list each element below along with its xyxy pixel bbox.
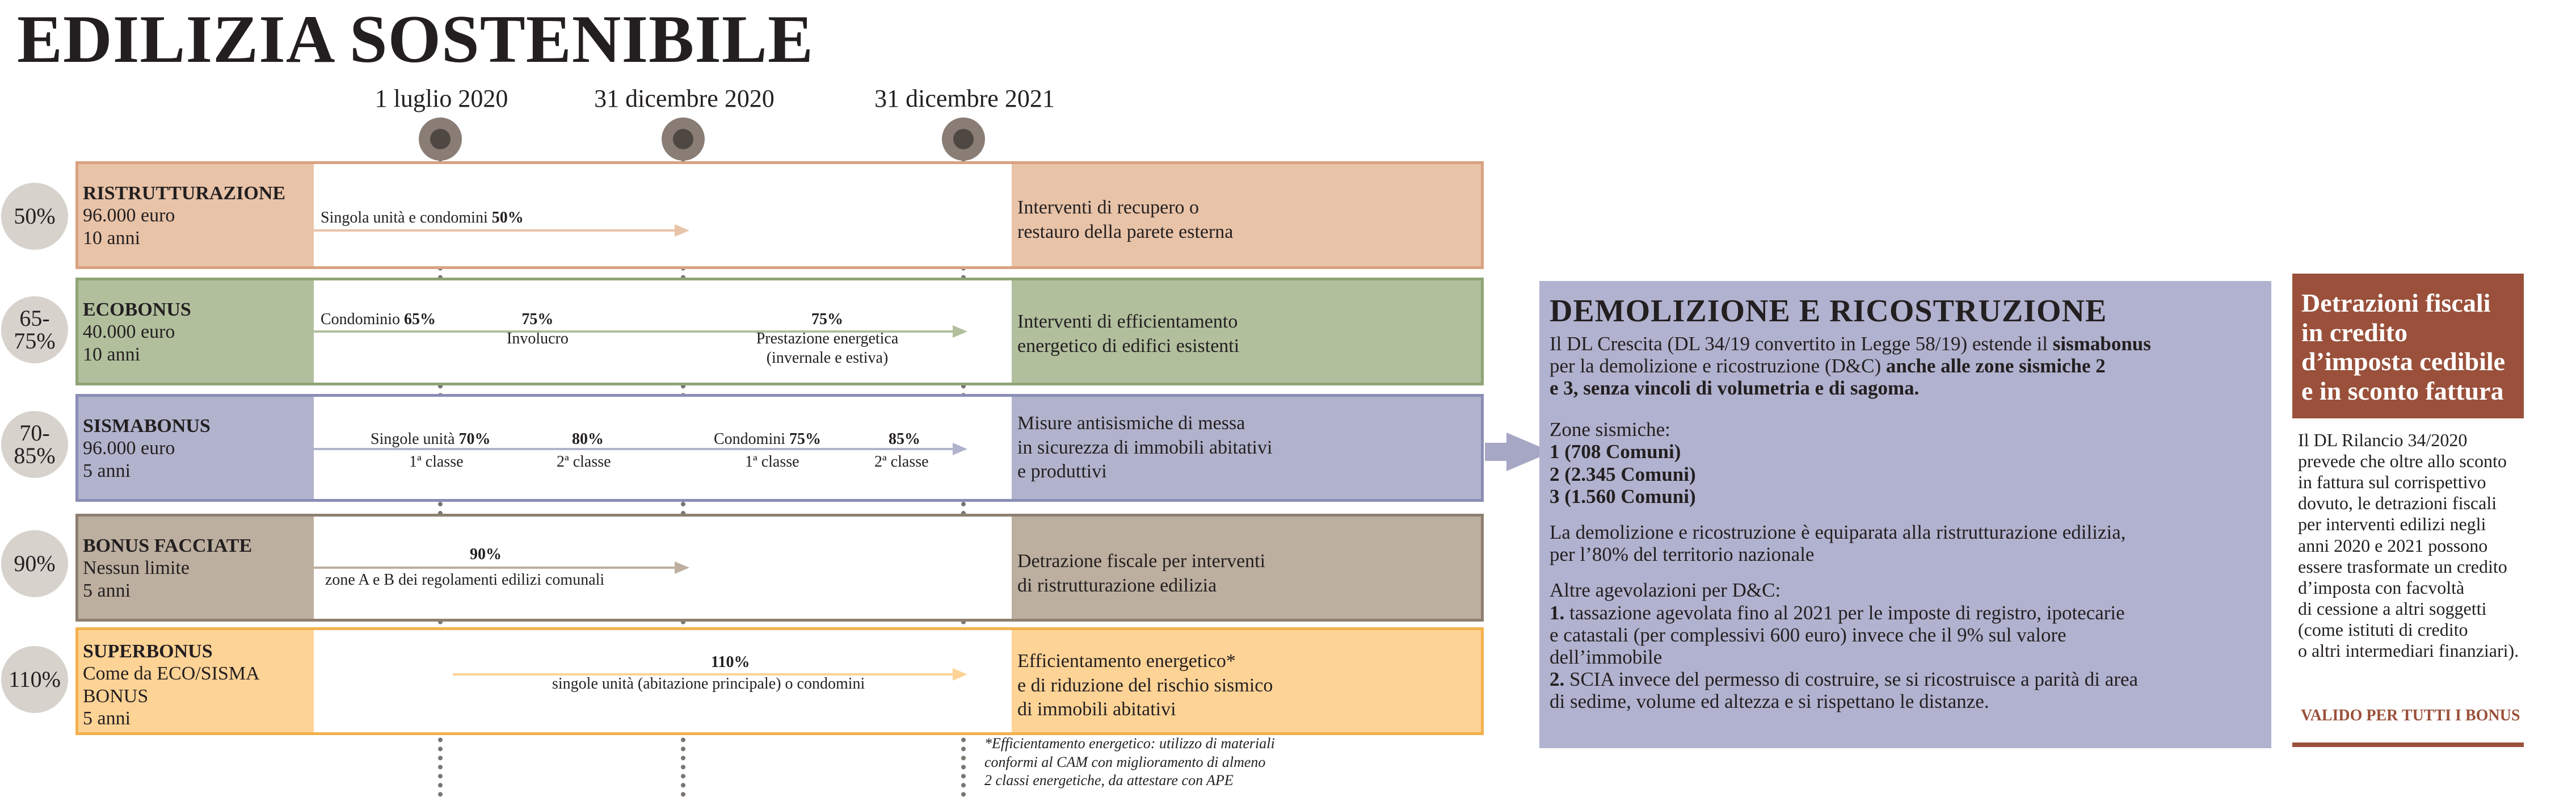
- timeline-marker-1: [419, 118, 462, 161]
- row-description: Interventi di efficientamento energetico di edifici esistenti: [1017, 311, 1240, 356]
- row-description: Interventi di recupero o restauro della parete esterna: [1017, 197, 1234, 242]
- row-label: SISMABONUS 96.000 euro 5 anni: [83, 416, 211, 481]
- row-label: SUPERBONUS Come da ECO/SISMA BONUS 5 anni: [83, 641, 260, 729]
- timeline-area: [314, 280, 1012, 383]
- row-description: Efficientamento energetico* e di riduzione del rischio sismico di immobili abitativi: [1017, 651, 1273, 720]
- row-description: Misure antisismiche di messa in sicurezza di immobili abitativi e produttivi: [1017, 413, 1273, 482]
- bar-label: 2ª classe: [557, 453, 611, 471]
- pct-badge-ecobonus: 65- 75%: [1, 296, 68, 363]
- side-panel-text: Il DL Rilancio 34/2020 prevede che oltre allo sconto in fattura sul corrispettivo dovuto, le detrazioni fiscali per interventi edilizi negli anni 2020 e 2021 possono essere trasformate un credito d’imposta con facvoltà di cessione a altri soggetti (come istituti di credito o altri intermediari finanziari).: [2298, 430, 2519, 661]
- demolizione-equiparata: La demolizione e ricostruzione è equiparata alla ristrutturazione edilizia, per l’80% del territorio nazionale: [1550, 521, 2126, 566]
- bar-label: 1ª classe: [409, 453, 464, 471]
- row-superbonus: [75, 627, 1484, 735]
- bar-label: singole unità (abitazione principale) o condomini: [552, 675, 865, 693]
- date-label-3: 31 dicembre 2021: [874, 85, 1055, 112]
- bar-label: 2ª classe: [874, 453, 929, 471]
- row-description: Detrazione fiscale per interventi di ristrutturazione edilizia: [1017, 551, 1266, 596]
- bar-label: 80%: [572, 430, 604, 448]
- bar-label: Singole unità 70%: [371, 430, 491, 448]
- bar-arrow: [314, 330, 955, 333]
- row-label: BONUS FACCIATE Nessun limite 5 anni: [83, 535, 252, 601]
- bar-label: 85%: [889, 430, 920, 448]
- demolizione-intro: Il DL Crescita (DL 34/19 convertito in Legge 58/19) estende il sismabonus per la demolizione e ricostruzione (D&C) anche alle zone sismiche 2 e 3, senza vincoli di volumetria e di sagoma.: [1550, 332, 2151, 400]
- demolizione-panel: [1539, 281, 2271, 748]
- timeline-area: [314, 630, 1012, 732]
- date-label-2: 31 dicembre 2020: [594, 85, 775, 112]
- bar-arrow: [314, 567, 677, 569]
- demolizione-agevolazioni: Altre agevolazioni per D&C: 1. tassazione agevolata fino al 2021 per le imposte di registro, ipotecarie e catastali (per complessivi 600 euro) invece che il 9% sul valore dell’immobile 2. SCIA invece del permesso di costruire, se si ricostruisce a parità di area di sedime, volume ed altezza e si rispettano le distanze.: [1550, 579, 2139, 713]
- connector-arrow-shaft: [1485, 443, 1508, 461]
- bar-label: Condominio 65%: [321, 311, 436, 328]
- valid-note: VALIDO PER TUTTI I BONUS: [2301, 707, 2520, 724]
- demolizione-title: DEMOLIZIONE E RICOSTRUZIONE: [1550, 293, 2107, 329]
- date-label-1: 1 luglio 2020: [374, 85, 508, 112]
- bar-arrow: [314, 229, 677, 232]
- row-ecobonus: [75, 278, 1484, 385]
- row-ristrutturazione: [75, 161, 1484, 269]
- bar-label: 75% Involucro: [507, 311, 569, 348]
- timeline-marker-3: [942, 118, 985, 161]
- bar-label: zone A e B dei regolamenti edilizi comunali: [325, 571, 605, 589]
- row-bonus-facciate: [75, 514, 1484, 622]
- divider: [2292, 743, 2524, 747]
- timeline-marker-2: [662, 118, 705, 161]
- page-title: EDILIZIA SOSTENIBILE: [17, 1, 814, 77]
- bar-label: Singola unità e condomini 50%: [321, 209, 524, 226]
- pct-badge-facciate: 90%: [1, 530, 68, 597]
- timeline-area: [314, 164, 1012, 266]
- demolizione-zones: Zone sismiche: 1 (708 Comuni) 2 (2.345 Comuni) 3 (1.560 Comuni): [1550, 418, 1696, 507]
- bar-label: 90%: [470, 546, 502, 563]
- bar-arrow: [314, 448, 955, 450]
- pct-badge-sismabonus: 70- 85%: [1, 411, 68, 478]
- side-panel-heading: Detrazioni fiscali in credito d’imposta cedibile e in sconto fattura: [2292, 274, 2524, 418]
- row-sismabonus: [75, 394, 1484, 502]
- pct-badge-superbonus: 110%: [1, 646, 68, 713]
- timeline-area: [314, 517, 1012, 619]
- pct-badge-ristrutturazione: 50%: [1, 183, 68, 250]
- bar-label: 75% Prestazione energetica (invernale e estiva): [756, 311, 899, 367]
- bar-label: 110%: [711, 653, 750, 671]
- timeline-area: [314, 397, 1012, 499]
- bar-label: Condomini 75%: [714, 430, 822, 448]
- row-label: RISTRUTTURAZIONE 96.000 euro 10 anni: [83, 183, 286, 249]
- row-label: ECOBONUS 40.000 euro 10 anni: [83, 299, 191, 365]
- footnote: *Efficientamento energetico: utilizzo di materiali conformi al CAM con miglioramento di almeno 2 classi energetiche, da attestare con APE: [984, 735, 1275, 788]
- bar-label: 1ª classe: [745, 453, 799, 471]
